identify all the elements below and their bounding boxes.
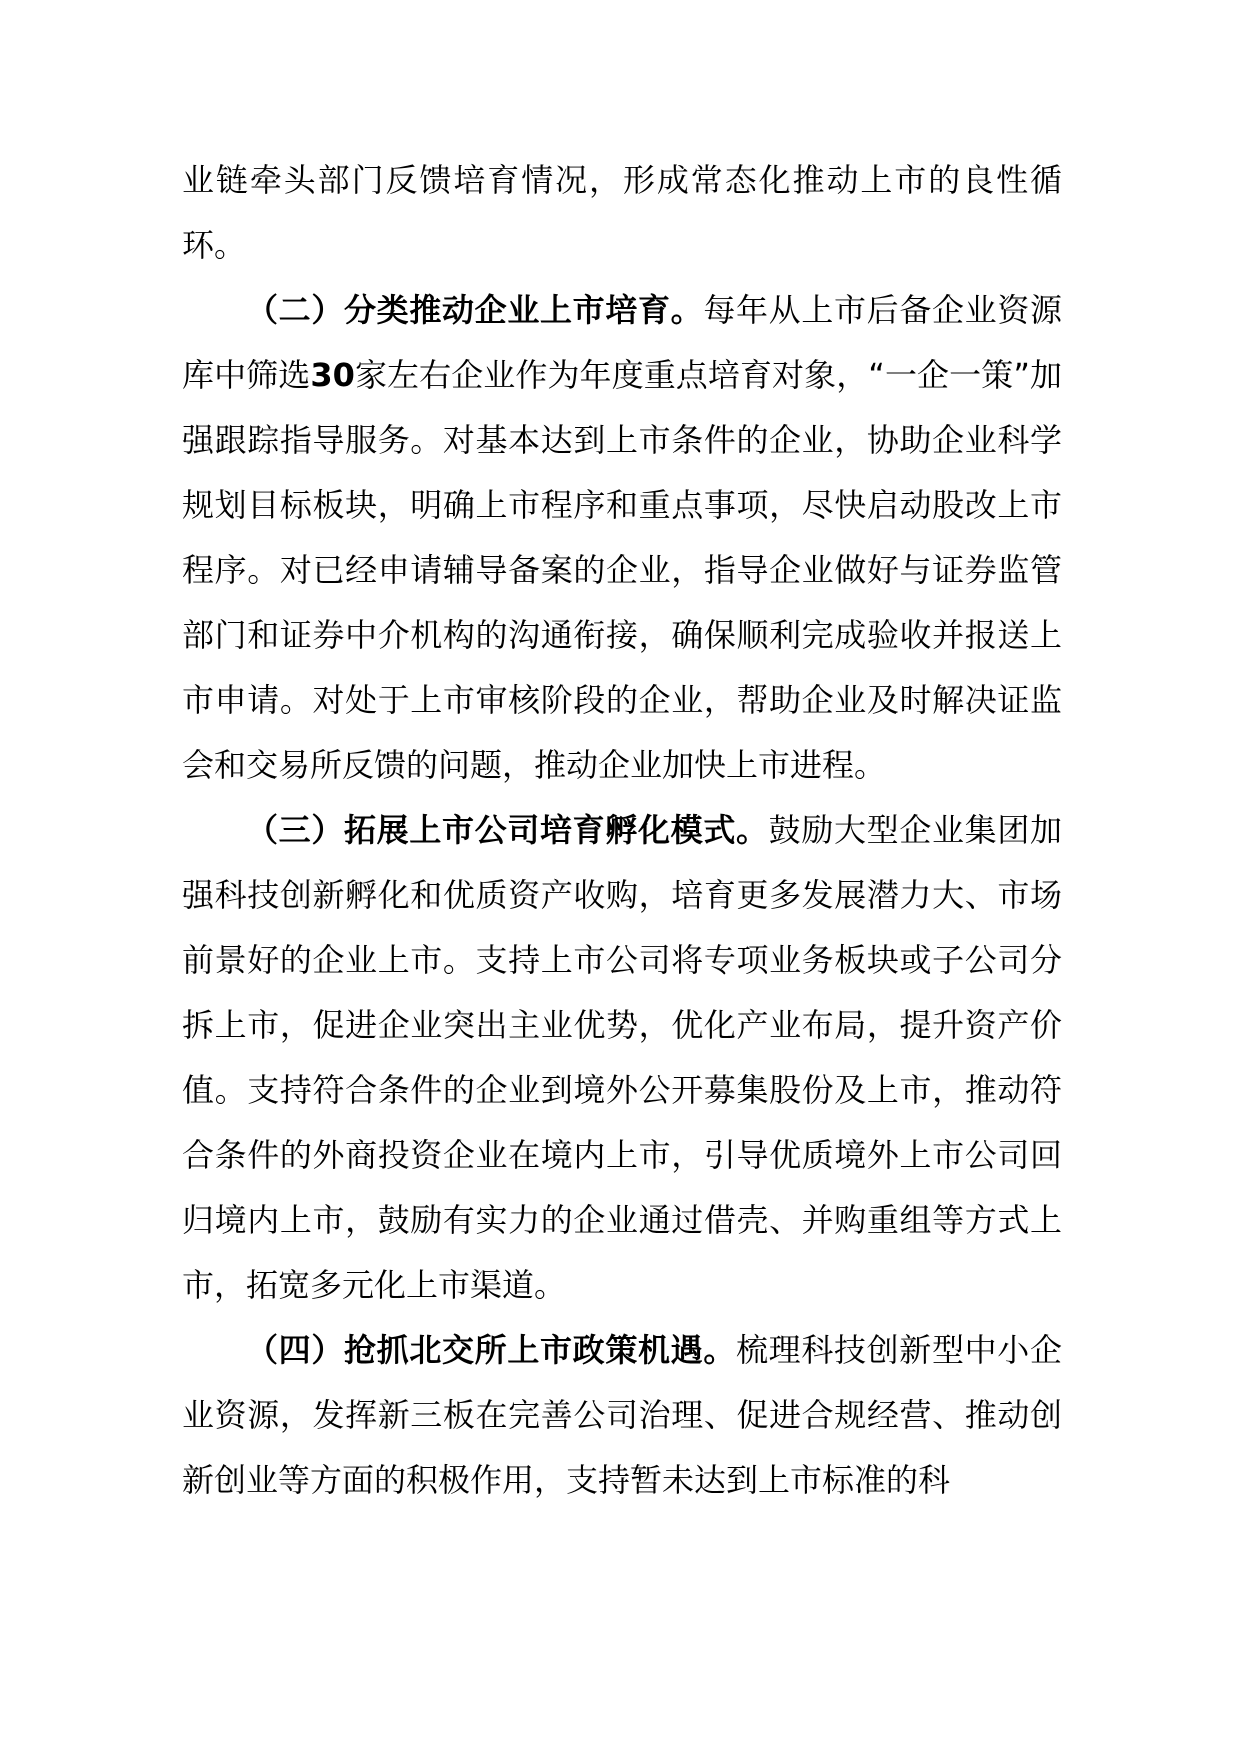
paragraph-section-3 (182, 798, 1062, 1318)
section-heading: （三）拓展上市公司培育孵化模式。 (246, 811, 769, 849)
paragraph-text: 梳理科技创新型中小企业资源，发挥新三板在完善公司治理、促进合规经营、推动创新创业等方面的积极作用，支持暂未达到上市标准的科 (182, 1331, 1062, 1499)
highlighted-number: 30 (310, 356, 355, 394)
paragraph-text: 每年从上市后备企业资源库中筛选 (182, 291, 1062, 394)
paragraph-section-4 (182, 1318, 1062, 1513)
section-heading: （二）分类推动企业上市培育。 (246, 291, 704, 329)
paragraph-text: 鼓励大型企业集团加强科技创新孵化和优质资产收购，培育更多发展潜力大、市场前景好的企业上市。支持上市公司将专项业务板块或子公司分拆上市，促进企业突出主业优势，优化产业布局，提升资产价值。支持符合条件的企业到境外公开募集股份及上市，推动符合条件的外商投资企业在境内上市，引导优质境外上市公司回归境内上市，鼓励有实力的企业通过借壳、并购重组等方式上市，拓宽多元化上市渠道。 (182, 811, 1062, 1304)
paragraph-text: 家左右企业作为年度重点培育对象，“一企一策”加强跟踪指导服务。对基本达到上市条件的企业，协助企业科学规划目标板块，明确上市程序和重点事项，尽快启动股改上市程序。对已经申请辅导备案的企业，指导企业做好与证券监管部门和证券中介机构的沟通衔接，确保顺利完成验收并报送上市申请。对处于上市审核阶段的企业，帮助企业及时解决证监会和交易所反馈的问题，推动企业加快上市进程。 (182, 356, 1062, 784)
paragraph-section-2 (182, 278, 1062, 798)
paragraph-continuation (182, 148, 1062, 278)
section-heading: （四）抢抓北交所上市政策机遇。 (246, 1331, 736, 1369)
document-page (182, 148, 1062, 1513)
paragraph-text: 业链牵头部门反馈培育情况，形成常态化推动上市的良性循环。 (182, 161, 1062, 264)
